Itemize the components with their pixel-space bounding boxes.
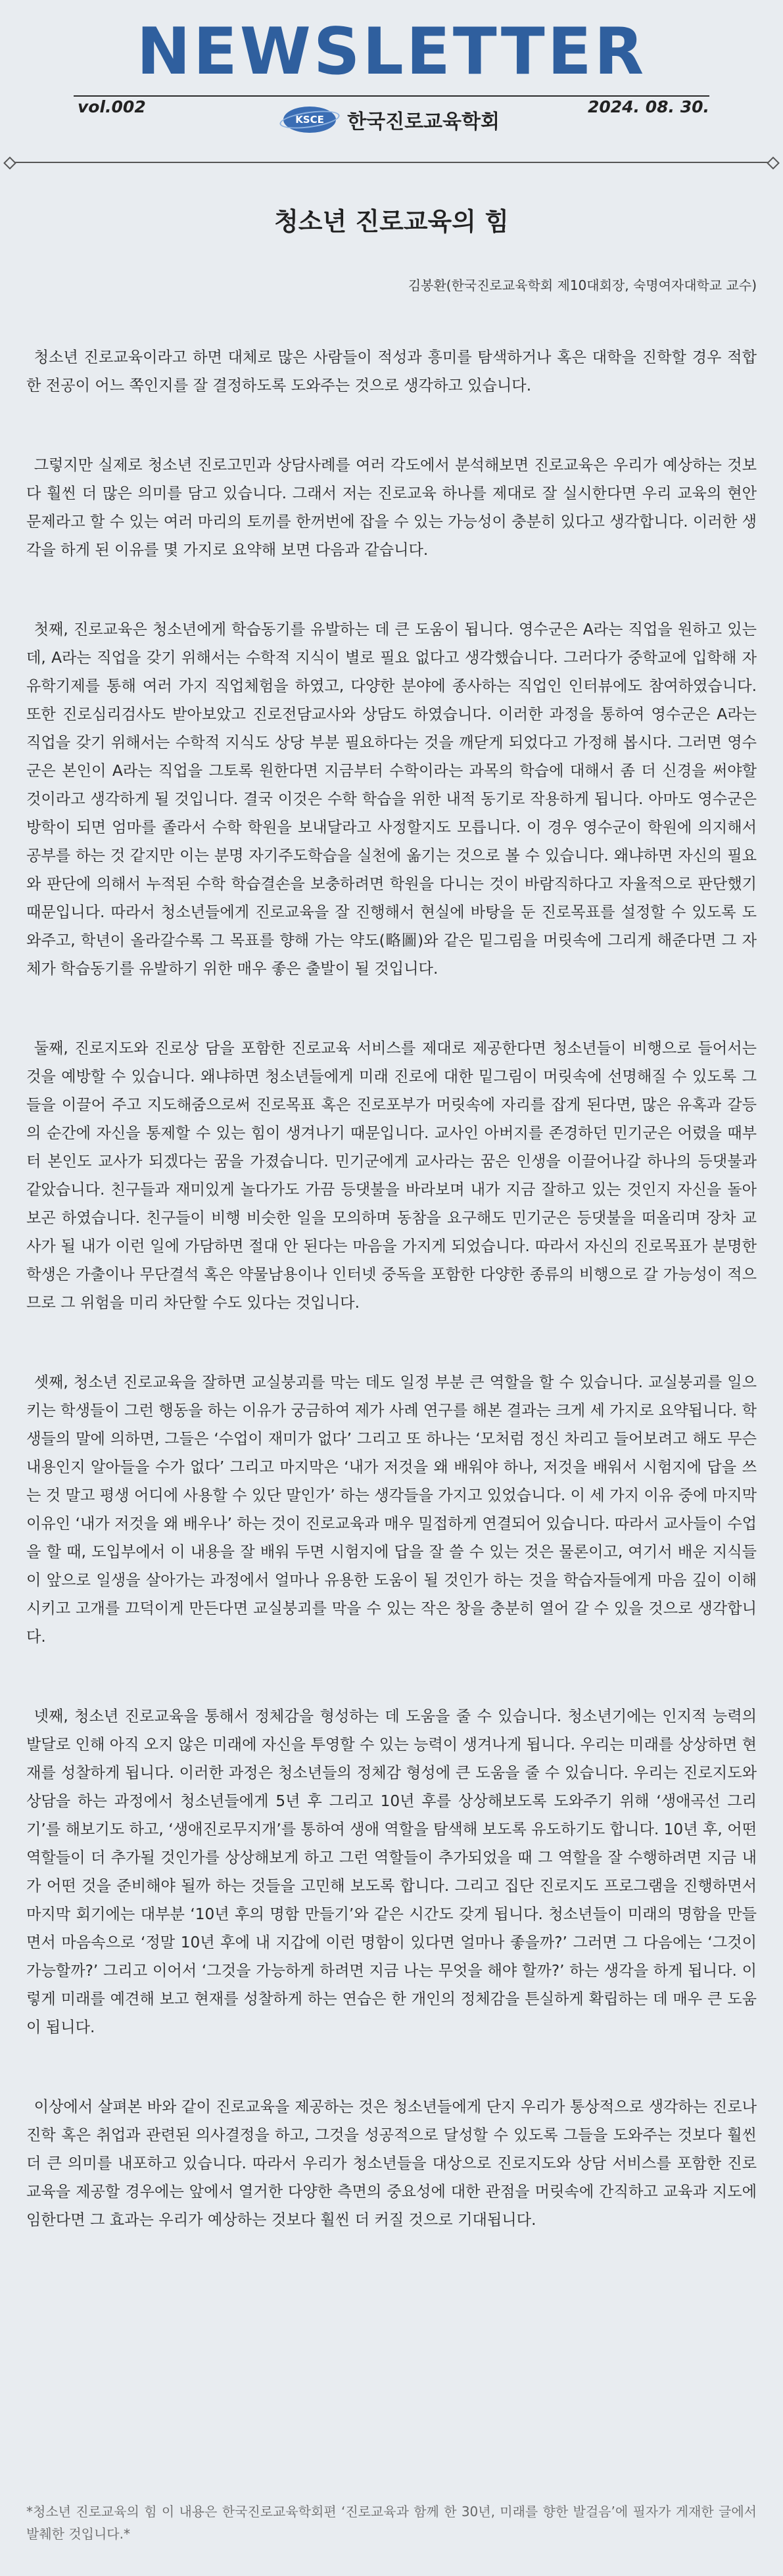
paragraph-first: 첫째, 진로교육은 청소년에게 학습동기를 유발하는 데 큰 도움이 됩니다. 영수군은 A라는 직업을 원하고 있는데, A라는 직업을 갖기 위해서는 수학적 지식이 별로 필요 없다고 생각했습니다. 그러다가 중학교에 입학해 자유학기제를 통해 여러 가지 직업체험을 하였고, 다양한 분야에 종사하는 직업인 인터뷰에도 참여하였습니다. 또한 진로심리검사도 받아보았고 진로전담교사와 상담도 하였습니다. 이러한 과정을 통하여 영수군은 A라는 직업을 갖기 위해서는 수학적 지식도 상당 부분 필요하다는 것을 깨닫게 되었다고 가정해 봅시다. 그러면 영수군은 본인이 A라는 직업을 그토록 원한다면 지금부터 수학이라는 과목의 학습에 대해서 좀 더 신경을 써야할 것이라고 생각하게 될 것입니다. 결국 이것은 수학 학습을 위한 내적 동기로 작용하게 됩니다. 아마도 영수군은 방학이 되면 엄마를 졸라서 수학 학원을 보내달라고 사정할지도 모릅니다. 이 경우 영수군이 학원에 의지해서 공부를 하는 것 같지만 이는 분명 자기주도학습을 실천에 옮기는 것으로 볼 수 있습니다. 왜냐하면 자신의 필요와 판단에 의해서 누적된 수학 학습결손을 보충하려면 학원을 다니는 것이 바람직하다고 자율적으로 판단했기 때문입니다. 따라서 청소년들에게 진로교육을 잘 진행해서 현실에 바탕을 둔 진로목표를 설정할 수 있도록 도와주고, 학년이 올라갈수록 그 목표를 향해 가는 약도(略圖)와 같은 밑그림을 머릿속에 그리게 해준다면 그 자체가 학습동기를 유발하기 위한 매우 좋은 출발이 될 것입니다. <box>26 621 757 978</box>
volume-label: vol.002 <box>78 97 146 116</box>
paragraph-intro: 청소년 진로교육이라고 하면 대체로 많은 사람들이 적성과 흥미를 탐색하거나 혹은 대학을 진학할 경우 적합한 전공이 어느 쪽인지를 잘 결정하도록 도와주는 것으로 생각하고 있습니다. <box>26 348 757 394</box>
paragraph-thesis: 그렇지만 실제로 청소년 진로고민과 상담사례를 여러 각도에서 분석해보면 진로교육은 우리가 예상하는 것보다 훨씬 더 많은 의미를 담고 있습니다. 그래서 저는 진로교육 하나를 제대로 잘 실시한다면 우리 교육의 현안 문제라고 할 수 있는 여러 마리의 토끼를 한꺼번에 잡을 수 있는 가능성이 충분히 있다고 생각합니다. 이러한 생각을 하게 된 이유를 몇 가지로 요약해 보면 다음과 같습니다. <box>26 456 757 559</box>
ksce-logo-icon <box>283 107 336 133</box>
article-author: 김봉환(한국진로교육학회 제10대회장, 숙명여자대학교 교수) <box>408 277 757 293</box>
organization-block <box>0 105 783 134</box>
issue-date: 2024. 08. 30. <box>587 97 709 116</box>
logo-text: KSCE <box>295 114 324 126</box>
paragraph-conclusion: 이상에서 살펴본 바와 같이 진로교육을 제공하는 것은 청소년들에게 단지 우리가 통상적으로 생각하는 진로나 진학 혹은 취업과 관련된 의사결정을 하고, 그것을 성공적으로 달성할 수 있도록 그들을 도와주는 것보다 훨씬 더 큰 의미를 내포하고 있습니다. 따라서 우리가 청소년들을 대상으로 진로지도와 상담 서비스를 포함한 진로교육을 제공할 경우에는 앞에서 열거한 다양한 측면의 중요성에 대한 관점을 머릿속에 간직하고 교육과 지도에 임한다면 그 효과는 우리가 예상하는 것보다 훨씬 더 커질 것으로 기대됩니다. <box>26 2098 757 2229</box>
paragraph-third: 셋째, 청소년 진로교육을 잘하면 교실붕괴를 막는 데도 일정 부분 큰 역할을 할 수 있습니다. 교실붕괴를 일으키는 학생들이 그런 행동을 하는 이유가 궁금하여 제가 사례 연구를 해본 결과는 크게 세 가지로 요약됩니다. 학생들의 말에 의하면, 그들은 ‘수업이 재미가 없다’ 그리고 또 하나는 ‘모처럼 정신 차리고 들어보려고 해도 무슨 내용인지 알아들을 수가 없다’ 그리고 마지막은 ‘내가 저것을 왜 배워야 하나, 저것을 배워서 시험지에 답을 쓰는 것 말고 평생 어디에 사용할 수 있단 말인가’ 하는 생각들을 가지고 있었습니다. 이 세 가지 이유 중에 마지막 이유인 ‘내가 저것을 왜 배우나’ 하는 것이 진로교육과 매우 밀접하게 연결되어 있습니다. 따라서 교사들이 수업을 할 때, 도입부에서 이 내용을 잘 배워 두면 시험지에 답을 잘 쓸 수 있는 것은 물론이고, 여기서 배운 지식들이 앞으로 일생을 살아가는 과정에서 얼마나 유용한 도움이 될 것인가 하는 것을 학습자들에게 마음 깊이 이해시키고 고개를 끄덕이게 만든다면 교실붕괴를 막을 수 있는 작은 창을 충분히 열어 갈 수 있을 것으로 생각합니다. <box>26 1373 757 1646</box>
divider-diamond-right-icon <box>767 156 780 170</box>
newsletter-header <box>0 0 783 155</box>
article-title: 청소년 진로교육의 힘 <box>274 207 509 236</box>
divider-diamond-left-icon <box>3 156 16 170</box>
paragraph-second: 둘째, 진로지도와 진로상 담을 포함한 진로교육 서비스를 제대로 제공한다면 청소년들이 비행으로 들어서는 것을 예방할 수 있습니다. 왜냐하면 청소년들에게 미래 진로에 대한 밑그림이 머릿속에 선명해질 수 있도록 그들을 이끌어 주고 지도해줌으로써 진로목표 혹은 진로포부가 머릿속에 자리를 잡게 된다면, 많은 유혹과 갈등의 순간에 자신을 통제할 수 있는 힘이 생겨나기 때문입니다. 교사인 아버지를 존경하던 민기군은 어렸을 때부터 본인도 교사가 되겠다는 꿈을 가졌습니다. 민기군에게 교사라는 꿈은 인생을 이끌어나갈 하나의 등댓불과 같았습니다. 친구들과 재미있게 놀다가도 가끔 등댓불을 바라보며 내가 지금 잘하고 있는 것인지 자신을 돌아보곤 하였습니다. 친구들이 비행 비슷한 일을 모의하며 동참을 요구해도 민기군은 등댓불을 떠올리며 장차 교사가 될 내가 이런 일에 가담하면 절대 안 된다는 마음을 가지게 되었습니다. 따라서 자신의 진로목표가 분명한 학생은 가출이나 무단결석 혹은 약물남용이나 인터넷 중독을 포함한 다양한 종류의 비행으로 갈 가능성이 적으므로 그 위험을 미리 차단할 수도 있다는 것입니다. <box>26 1039 757 1312</box>
masthead-title: NEWSLETTER <box>136 14 647 89</box>
article-body <box>26 343 757 2285</box>
paragraph-fourth: 넷째, 청소년 진로교육을 통해서 정체감을 형성하는 데 도움을 줄 수 있습니다. 청소년기에는 인지적 능력의 발달로 인해 아직 오지 않은 미래에 자신을 투영할 수 있는 능력이 생겨나게 됩니다. 우리는 미래를 상상하면 현재를 성찰하게 됩니다. 이러한 과정은 청소년들의 정체감 형성에 큰 도움을 줄 수 있습니다. 우리는 진로지도와 상담을 하는 과정에서 청소년들에게 5년 후 그리고 10년 후를 상상해보도록 도와주기 위해 ‘생애곡선 그리기’를 해보기도 하고, ‘생애진로무지개’를 통하여 생애 역할을 탐색해 보도록 유도하기도 합니다. 10년 후, 어떤 역할들이 더 추가될 것인가를 상상해보게 하고 그런 역할들이 추가되었을 때 그 역할을 잘 수행하려면 지금 내가 어떤 것을 준비해야 될까 하는 것들을 고민해 보도록 합니다. 그리고 집단 진로지도 프로그램을 진행하면서 마지막 회기에는 대부분 ‘10년 후의 명함 만들기’와 같은 시간도 갖게 됩니다. 청소년들이 미래의 명함을 만들면서 마음속으로 ‘정말 10년 후에 내 지갑에 이런 명함이 있다면 얼마나 좋을까?’ 그러면 그 다음에는 ‘그것이 가능할까?’ 그리고 이어서 ‘그것을 가능하게 하려면 지금 나는 무엇을 해야 할까?’ 하는 생각을 하게 됩니다. 이렇게 미래를 예견해 보고 현재를 성찰하게 하는 연습은 한 개인의 정체감을 튼실하게 확립하는 데 매우 큰 도움이 됩니다. <box>26 1707 757 2036</box>
section-divider <box>8 162 775 163</box>
footnote: *청소년 진로교육의 힘 이 내용은 한국진로교육학회편 ‘진로교육과 함께 한 30년, 미래를 향한 발걸음’에 필자가 게재한 글에서 발췌한 것입니다.* <box>26 2504 757 2542</box>
organization-name: 한국진로교육학회 <box>347 110 500 133</box>
header-rule <box>74 95 709 97</box>
